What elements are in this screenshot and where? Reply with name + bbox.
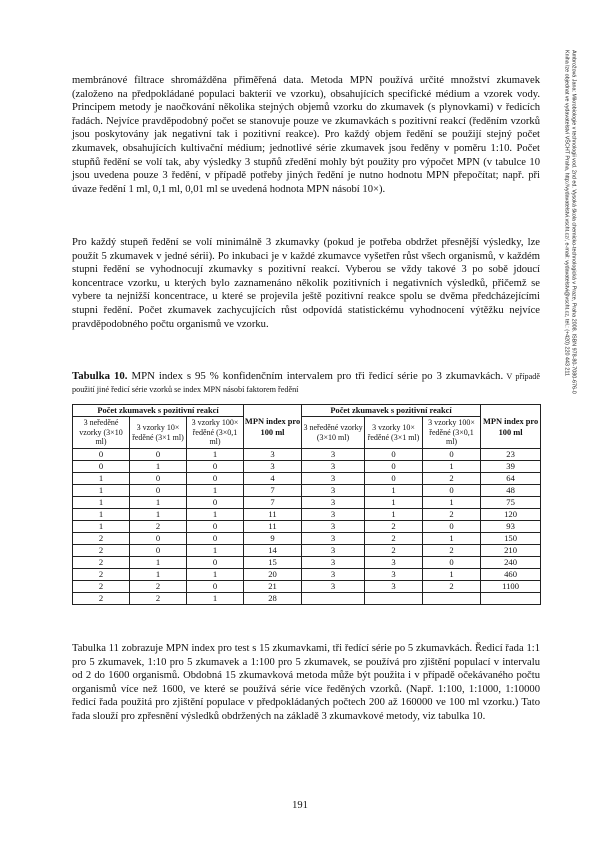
table-cell: 2 — [365, 533, 423, 545]
table-cell: 2 — [365, 521, 423, 533]
table-cell: 3 — [302, 497, 365, 509]
table-cell: 20 — [244, 569, 302, 581]
table-cell: 1 — [187, 545, 244, 557]
body-paragraph: Tabulka 11 zobrazuje MPN index pro test s 15 zkumavkami, tři ředící série po 5 zkumavkách. Ředicí řada 1:1 pro 5 zkumavek, 1:10 pro 5 zkumavek a 1:100 pro 5 zkumavek, se používá pro zjištění populací v intervalu od 2 do 1600 organismů. Obdobná 15 zkumavková metoda může být použita i v případě očekávaného počtu organismů více než 1600, ve které se používá série více ředěných vzorků. (Např. 1:100, 1:1000, 1:10000 ředicí řada použitá pro zjištění populace v předpokládaných počtech 200 až 160000 ve 100 ml vzorku.) Tato řada slouží pro zpřesnění výsledků obdržených na základě 3 zkumavkové metody, viz tabulka 10. — [72, 643, 540, 722]
table-cell: 1 — [130, 509, 187, 521]
table-row — [73, 557, 541, 569]
table-cell: 0 — [187, 497, 244, 509]
table-row — [73, 569, 541, 581]
table-cell: 1 — [365, 485, 423, 497]
table-cell: 1 — [73, 473, 130, 485]
table-cell: 1 — [187, 509, 244, 521]
mpn-index-header-left: MPN index pro 100 ml — [244, 405, 302, 449]
table-cell: 3 — [302, 581, 365, 593]
table-caption — [72, 370, 540, 397]
table-cell: 2 — [130, 593, 187, 605]
table-cell: 23 — [481, 449, 541, 461]
table-cell: 0 — [187, 461, 244, 473]
table-cell: 1 — [187, 569, 244, 581]
table-row — [73, 497, 541, 509]
col-header-10x: 3 vzorky 10× ředěné (3×1 ml) — [130, 417, 187, 449]
col-header-100x: 3 vzorky 100× ředěné (3×0,1 ml) — [187, 417, 244, 449]
table-cell: 11 — [244, 509, 302, 521]
table-cell: 1 — [130, 497, 187, 509]
table-cell: 3 — [302, 449, 365, 461]
table-cell: 0 — [130, 449, 187, 461]
table-cell: 3 — [302, 473, 365, 485]
table-cell: 3 — [302, 485, 365, 497]
table-cell: 1 — [423, 461, 481, 473]
table-cell: 2 — [423, 509, 481, 521]
table-cell: 9 — [244, 533, 302, 545]
table-cell: 3 — [244, 449, 302, 461]
table-cell: 1 — [73, 497, 130, 509]
table-cell: 0 — [187, 473, 244, 485]
table-row — [73, 593, 541, 605]
table-cell: 28 — [244, 593, 302, 605]
group-header-left: Počet zkumavek s pozitivní reakcí — [73, 405, 244, 417]
table-cell: 460 — [481, 569, 541, 581]
table-cell: 1 — [423, 533, 481, 545]
side-citation-line: Ambrožová Jana: Mikrobiologie v technologii vod. 2nd ed. Vysoká škola chemicko-technologická v Praze, Praha 2008. ISBN 978-80-7080-676-0 — [570, 50, 577, 394]
table-cell: 1 — [130, 569, 187, 581]
table-cell: 3 — [365, 557, 423, 569]
mpn-table-body — [73, 449, 541, 605]
table-row — [73, 545, 541, 557]
table-caption-label: Tabulka 10. — [72, 370, 128, 382]
table-cell: 1 — [423, 497, 481, 509]
col-header-100x: 3 vzorky 100× ředěné (3×0,1 ml) — [423, 417, 481, 449]
table-cell: 1 — [365, 509, 423, 521]
table-cell: 3 — [365, 569, 423, 581]
table-cell: 2 — [73, 593, 130, 605]
table-row — [73, 581, 541, 593]
table-cell: 2 — [423, 581, 481, 593]
table-row — [73, 509, 541, 521]
table-cell: 75 — [481, 497, 541, 509]
table-caption-note: V případě použití jiné ředicí série vzorků se index MPN násobí faktorem ředění — [72, 372, 540, 395]
table-row — [73, 533, 541, 545]
group-header-right: Počet zkumavek s pozitivní reakcí — [302, 405, 481, 417]
table-cell: 93 — [481, 521, 541, 533]
table-cell: 2 — [130, 581, 187, 593]
table-cell: 3 — [365, 581, 423, 593]
table-cell: 15 — [244, 557, 302, 569]
table-cell: 3 — [302, 461, 365, 473]
table-cell: 2 — [423, 473, 481, 485]
table-cell: 0 — [423, 449, 481, 461]
table-cell: 7 — [244, 497, 302, 509]
table-cell: 1 — [187, 593, 244, 605]
table-cell: 0 — [365, 449, 423, 461]
table-cell: 0 — [130, 533, 187, 545]
table-cell: 210 — [481, 545, 541, 557]
mpn-index-header-right: MPN index pro 100 ml — [481, 405, 541, 449]
table-cell: 2 — [73, 545, 130, 557]
body-paragraph: Pro každý stupeň ředění se volí minimálně 3 zkumavky (pokud je potřeba obdržet přesnější výsledky, lze použít 5 zkumavek v jedné sérii). Po inkubaci je v každé zkumavce vyšetřen růst všech organismů, v každém stupni ředění se vyhodnocují zkumavky s pozitivní reakcí. Vyberou se vždy takové 3 po sobě jdoucí koncentrace vzorku, u kterých bylo zaznamenáno několik pozitivních i negativních výsledků, přičemž se vybere ta nejnižší koncentrace, u které se projevila ještě pozitivní reakce spolu se dvěma předcházejícími stupni ředění. Počet zkumavek zachycujících růst odpovídá statistickému vyhodnocení výtěžku nejvíce pravděpodobného počtu organismů ve vzorku. — [72, 237, 540, 330]
table-cell: 2 — [130, 521, 187, 533]
table-cell: 2 — [73, 533, 130, 545]
table-cell: 1 — [423, 569, 481, 581]
col-header-undiluted: 3 neředěné vzorky (3×10 ml) — [302, 417, 365, 449]
table-cell — [481, 593, 541, 605]
col-header-undiluted: 3 neředěné vzorky (3×10 ml) — [73, 417, 130, 449]
page-number: 191 — [292, 800, 308, 811]
body-paragraph: membránové filtrace shromážděna přiměřená data. Metoda MPN používá určité množství zkumavek (založeno na předpokládané populaci bakterií ve vzorku), obsahujících specifické médium a vzorek vody. Principem metody je naočkování několika stejných objemů vzorku do zkumavek (s plynovkami) v ředicích řadách. Nejvíce pravděpodobný počet se stanovuje pouze ve zkumavkách s pozitivní reakcí (ředěním vzorků jsou poskytovány jak negativní tak i pozitivní reakce). Pro každý objem ředění se použijí stejný počet zkumavek, obsahujících kultivační médium; jednotlivé série zkumavek jsou ředěny v poměru 1:10. Počet stupňů ředění se volí tak, aby výsledky 3 stupňů zředění mohly být použity pro výpočet MPN (v tabulce 10 jsou uvedena pouze 3 ředění, v případě potřeby jiných ředění je nutno hodnotu MPN přepočítat; např. při úvaze ředění 1 ml, 0,1 ml, 0,01 ml se uvedená hodnota MPN násobí 10×). — [72, 75, 540, 195]
table-cell: 2 — [73, 581, 130, 593]
table-row — [73, 473, 541, 485]
table-cell: 3 — [302, 557, 365, 569]
side-citation-line: Kniha lze objednat ve vydavatelství VŠCHT Praha, http://vydavatelstvi.vscht.cz/, e-mail: vydavatelstvi@vscht.cz, tel.: (+420) 220 443 211 — [563, 50, 569, 377]
table-cell: 120 — [481, 509, 541, 521]
table-cell: 240 — [481, 557, 541, 569]
table-cell: 0 — [423, 521, 481, 533]
table-cell: 0 — [130, 473, 187, 485]
table-cell: 0 — [130, 485, 187, 497]
table-cell: 3 — [302, 521, 365, 533]
table-cell — [302, 593, 365, 605]
table-cell: 2 — [73, 569, 130, 581]
table-cell: 0 — [187, 521, 244, 533]
table-cell: 3 — [302, 545, 365, 557]
table-cell: 1 — [187, 449, 244, 461]
table-cell — [365, 593, 423, 605]
table-cell: 1 — [73, 485, 130, 497]
table-cell: 2 — [365, 545, 423, 557]
table-cell: 48 — [481, 485, 541, 497]
table-cell: 1100 — [481, 581, 541, 593]
table-caption-text: MPN index s 95 % konfidenčním intervalem pro tři ředicí série po 3 zkumavkách. — [127, 370, 504, 382]
table-cell: 1 — [187, 485, 244, 497]
table-cell: 0 — [187, 557, 244, 569]
table-cell: 1 — [365, 497, 423, 509]
table-cell: 11 — [244, 521, 302, 533]
table-cell: 3 — [302, 509, 365, 521]
table-cell: 3 — [302, 569, 365, 581]
table-cell: 0 — [423, 485, 481, 497]
table-cell: 2 — [73, 557, 130, 569]
table-cell: 0 — [423, 557, 481, 569]
table-cell: 0 — [73, 449, 130, 461]
table-cell: 150 — [481, 533, 541, 545]
table-cell: 1 — [73, 509, 130, 521]
table-cell: 0 — [130, 545, 187, 557]
table-cell: 0 — [73, 461, 130, 473]
table-cell: 1 — [73, 521, 130, 533]
table-cell: 2 — [423, 545, 481, 557]
table-cell: 14 — [244, 545, 302, 557]
table-row — [73, 449, 541, 461]
table-row — [73, 521, 541, 533]
table-cell — [423, 593, 481, 605]
table-cell: 4 — [244, 473, 302, 485]
table-cell: 7 — [244, 485, 302, 497]
table-cell: 1 — [130, 461, 187, 473]
side-citation — [562, 50, 577, 550]
table-cell: 3 — [244, 461, 302, 473]
table-cell: 21 — [244, 581, 302, 593]
table-cell: 39 — [481, 461, 541, 473]
table-cell: 3 — [302, 533, 365, 545]
col-header-10x: 3 vzorky 10× ředěné (3×1 ml) — [365, 417, 423, 449]
table-cell: 0 — [187, 533, 244, 545]
table-row — [73, 461, 541, 473]
table-row — [73, 485, 541, 497]
table-cell: 0 — [187, 581, 244, 593]
table-cell: 0 — [365, 473, 423, 485]
mpn-table — [72, 404, 541, 605]
table-cell: 64 — [481, 473, 541, 485]
table-cell: 1 — [130, 557, 187, 569]
table-cell: 0 — [365, 461, 423, 473]
